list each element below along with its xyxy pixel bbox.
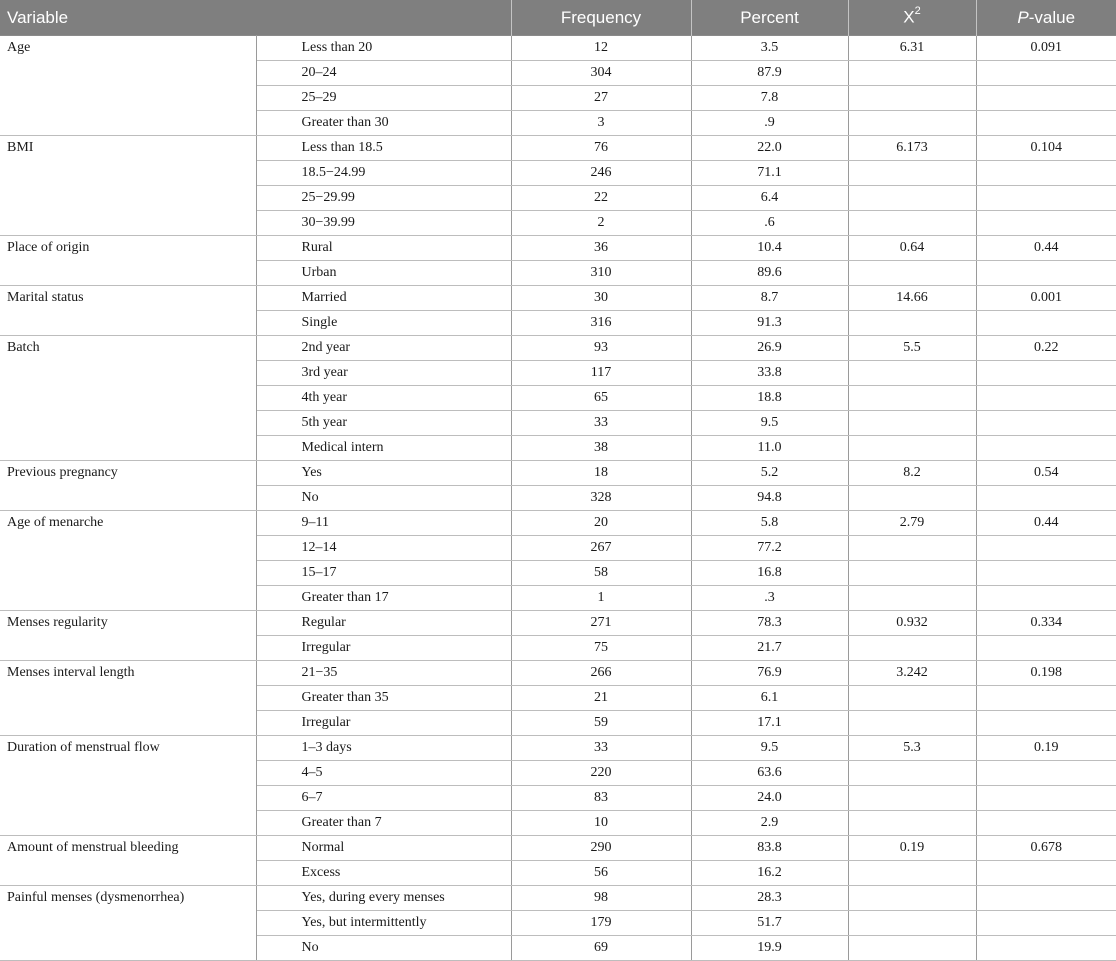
percent-cell: 9.5: [691, 411, 848, 436]
category-cell: 2nd year: [256, 336, 511, 361]
frequency-cell: 1: [511, 586, 691, 611]
chi-square-cell: 5.5: [848, 336, 976, 361]
p-value-cell: [976, 711, 1116, 736]
chi-square-cell: [848, 61, 976, 86]
category-cell: 5th year: [256, 411, 511, 436]
category-cell: 12–14: [256, 536, 511, 561]
percent-cell: 22.0: [691, 136, 848, 161]
p-value-cell: 0.22: [976, 336, 1116, 361]
frequency-cell: 38: [511, 436, 691, 461]
category-cell: 20–24: [256, 61, 511, 86]
percent-cell: 26.9: [691, 336, 848, 361]
percent-cell: 94.8: [691, 486, 848, 511]
variable-cell: Menses interval length: [0, 661, 256, 736]
percent-cell: 28.3: [691, 886, 848, 911]
p-value-cell: [976, 861, 1116, 886]
frequency-cell: 12: [511, 36, 691, 61]
category-cell: Less than 18.5: [256, 136, 511, 161]
percent-cell: 5.8: [691, 511, 848, 536]
percent-cell: 5.2: [691, 461, 848, 486]
chi-square-cell: [848, 311, 976, 336]
frequency-cell: 33: [511, 736, 691, 761]
p-value-cell: [976, 386, 1116, 411]
percent-cell: 89.6: [691, 261, 848, 286]
frequency-cell: 316: [511, 311, 691, 336]
p-value-cell: [976, 536, 1116, 561]
percent-cell: 16.8: [691, 561, 848, 586]
frequency-cell: 20: [511, 511, 691, 536]
table-row: [0, 36, 1116, 61]
percent-cell: 71.1: [691, 161, 848, 186]
frequency-cell: 30: [511, 286, 691, 311]
p-letter: P: [1017, 7, 1029, 27]
chi-square-cell: [848, 861, 976, 886]
percent-cell: 7.8: [691, 86, 848, 111]
chi-square-cell: [848, 536, 976, 561]
percent-cell: 76.9: [691, 661, 848, 686]
p-value-cell: [976, 586, 1116, 611]
p-value-cell: [976, 761, 1116, 786]
table-row: [0, 336, 1116, 361]
p-value-suffix: -value: [1028, 7, 1076, 27]
chi-square-cell: [848, 936, 976, 961]
percent-cell: 83.8: [691, 836, 848, 861]
category-cell: Greater than 30: [256, 111, 511, 136]
table-row: [0, 286, 1116, 311]
percent-cell: .9: [691, 111, 848, 136]
frequency-cell: 75: [511, 636, 691, 661]
chi-square-cell: [848, 911, 976, 936]
table-row: [0, 661, 1116, 686]
chi-square-cell: [848, 561, 976, 586]
p-value-cell: 0.001: [976, 286, 1116, 311]
chi-square-cell: 0.932: [848, 611, 976, 636]
table-header: [0, 0, 1116, 36]
percent-cell: 3.5: [691, 36, 848, 61]
chi-square-cell: [848, 486, 976, 511]
category-cell: 9–11: [256, 511, 511, 536]
chi-square-cell: [848, 361, 976, 386]
percent-cell: 17.1: [691, 711, 848, 736]
p-value-cell: 0.19: [976, 736, 1116, 761]
variable-cell: Previous pregnancy: [0, 461, 256, 511]
percent-cell: 8.7: [691, 286, 848, 311]
percent-cell: 10.4: [691, 236, 848, 261]
category-cell: 1–3 days: [256, 736, 511, 761]
percent-cell: 21.7: [691, 636, 848, 661]
category-cell: Regular: [256, 611, 511, 636]
frequency-cell: 22: [511, 186, 691, 211]
category-cell: 21−35: [256, 661, 511, 686]
p-value-cell: [976, 186, 1116, 211]
chi-square-cell: 0.64: [848, 236, 976, 261]
chi-square-cell: 14.66: [848, 286, 976, 311]
category-cell: 6–7: [256, 786, 511, 811]
variable-cell: Marital status: [0, 286, 256, 336]
frequency-cell: 83: [511, 786, 691, 811]
percent-cell: .6: [691, 211, 848, 236]
frequency-cell: 36: [511, 236, 691, 261]
p-value-cell: 0.54: [976, 461, 1116, 486]
frequency-cell: 3: [511, 111, 691, 136]
frequency-cell: 2: [511, 211, 691, 236]
p-value-cell: [976, 911, 1116, 936]
table-row: [0, 236, 1116, 261]
percent-cell: 63.6: [691, 761, 848, 786]
header-chi-square: [848, 0, 976, 36]
category-cell: 3rd year: [256, 361, 511, 386]
category-cell: Urban: [256, 261, 511, 286]
frequency-cell: 93: [511, 336, 691, 361]
percent-cell: 9.5: [691, 736, 848, 761]
p-value-cell: [976, 686, 1116, 711]
chi-square-cell: [848, 811, 976, 836]
chi-square-cell: [848, 411, 976, 436]
p-value-cell: [976, 561, 1116, 586]
p-value-cell: [976, 261, 1116, 286]
p-value-cell: [976, 636, 1116, 661]
percent-cell: 91.3: [691, 311, 848, 336]
frequency-cell: 59: [511, 711, 691, 736]
header-percent: Percent: [691, 0, 848, 36]
category-cell: 25−29.99: [256, 186, 511, 211]
variable-cell: Menses regularity: [0, 611, 256, 661]
percent-cell: 6.1: [691, 686, 848, 711]
chi-square-cell: 6.31: [848, 36, 976, 61]
p-value-cell: 0.198: [976, 661, 1116, 686]
percent-cell: .3: [691, 586, 848, 611]
table-row: [0, 736, 1116, 761]
p-value-cell: [976, 936, 1116, 961]
header-variable: Variable: [0, 0, 511, 36]
percent-cell: 24.0: [691, 786, 848, 811]
chi-square-cell: [848, 786, 976, 811]
p-value-cell: 0.334: [976, 611, 1116, 636]
variable-cell: Age: [0, 36, 256, 136]
frequency-cell: 246: [511, 161, 691, 186]
percent-cell: 51.7: [691, 911, 848, 936]
category-cell: Greater than 17: [256, 586, 511, 611]
p-value-cell: [976, 86, 1116, 111]
frequency-cell: 310: [511, 261, 691, 286]
chi-square-cell: 2.79: [848, 511, 976, 536]
category-cell: Married: [256, 286, 511, 311]
table-row: [0, 611, 1116, 636]
percent-cell: 18.8: [691, 386, 848, 411]
category-cell: 25–29: [256, 86, 511, 111]
chi-square-cell: [848, 186, 976, 211]
p-value-cell: [976, 211, 1116, 236]
category-cell: Single: [256, 311, 511, 336]
category-cell: Less than 20: [256, 36, 511, 61]
frequency-cell: 179: [511, 911, 691, 936]
variable-cell: Batch: [0, 336, 256, 461]
p-value-cell: 0.44: [976, 236, 1116, 261]
category-cell: 18.5−24.99: [256, 161, 511, 186]
category-cell: Irregular: [256, 636, 511, 661]
frequency-cell: 21: [511, 686, 691, 711]
chi-square-cell: [848, 586, 976, 611]
chi-square-cell: [848, 261, 976, 286]
header-frequency: Frequency: [511, 0, 691, 36]
table-row: [0, 511, 1116, 536]
p-value-cell: [976, 61, 1116, 86]
frequency-cell: 76: [511, 136, 691, 161]
frequency-cell: 58: [511, 561, 691, 586]
chi-square-cell: [848, 636, 976, 661]
frequency-cell: 18: [511, 461, 691, 486]
frequency-cell: 328: [511, 486, 691, 511]
chi-square-cell: [848, 211, 976, 236]
percent-cell: 78.3: [691, 611, 848, 636]
percent-cell: 2.9: [691, 811, 848, 836]
category-cell: Yes, during every menses: [256, 886, 511, 911]
category-cell: Yes, but intermittently: [256, 911, 511, 936]
chi-square-cell: 0.19: [848, 836, 976, 861]
chi-square-cell: [848, 761, 976, 786]
variable-cell: Place of origin: [0, 236, 256, 286]
p-value-cell: 0.104: [976, 136, 1116, 161]
category-cell: 15–17: [256, 561, 511, 586]
category-cell: Medical intern: [256, 436, 511, 461]
table-row: [0, 836, 1116, 861]
chi-square-cell: 6.173: [848, 136, 976, 161]
p-value-cell: [976, 786, 1116, 811]
frequency-cell: 69: [511, 936, 691, 961]
frequency-cell: 267: [511, 536, 691, 561]
category-cell: 30−39.99: [256, 211, 511, 236]
chi-square-cell: [848, 386, 976, 411]
table-row: [0, 886, 1116, 911]
table-row: [0, 136, 1116, 161]
frequency-cell: 33: [511, 411, 691, 436]
header-p-value: [976, 0, 1116, 36]
header-row: [0, 0, 1116, 36]
frequency-cell: 220: [511, 761, 691, 786]
p-value-cell: [976, 886, 1116, 911]
chi-square-cell: 5.3: [848, 736, 976, 761]
chi-superscript: 2: [914, 5, 921, 18]
chi-square-cell: [848, 111, 976, 136]
chi-square-cell: [848, 436, 976, 461]
chi-square-cell: 3.242: [848, 661, 976, 686]
p-value-cell: 0.44: [976, 511, 1116, 536]
category-cell: Greater than 7: [256, 811, 511, 836]
p-value-cell: [976, 811, 1116, 836]
frequency-cell: 266: [511, 661, 691, 686]
percent-cell: 11.0: [691, 436, 848, 461]
p-value-cell: [976, 311, 1116, 336]
frequency-cell: 271: [511, 611, 691, 636]
p-value-cell: [976, 411, 1116, 436]
chi-square-cell: [848, 886, 976, 911]
chi-square-cell: [848, 686, 976, 711]
percent-cell: 33.8: [691, 361, 848, 386]
chi-base: X: [903, 7, 915, 27]
chi-square-cell: 8.2: [848, 461, 976, 486]
category-cell: No: [256, 486, 511, 511]
category-cell: Rural: [256, 236, 511, 261]
category-cell: 4th year: [256, 386, 511, 411]
p-value-cell: [976, 361, 1116, 386]
frequency-cell: 98: [511, 886, 691, 911]
percent-cell: 19.9: [691, 936, 848, 961]
p-value-cell: [976, 436, 1116, 461]
p-value-cell: 0.091: [976, 36, 1116, 61]
chi-square-cell: [848, 161, 976, 186]
frequency-cell: 10: [511, 811, 691, 836]
table-body: [0, 36, 1116, 961]
frequency-cell: 117: [511, 361, 691, 386]
variable-cell: Amount of menstrual bleeding: [0, 836, 256, 886]
chi-square-cell: [848, 711, 976, 736]
category-cell: No: [256, 936, 511, 961]
category-cell: Greater than 35: [256, 686, 511, 711]
variable-cell: BMI: [0, 136, 256, 236]
category-cell: 4–5: [256, 761, 511, 786]
percent-cell: 16.2: [691, 861, 848, 886]
frequency-cell: 27: [511, 86, 691, 111]
chi-square-cell: [848, 86, 976, 111]
category-cell: Excess: [256, 861, 511, 886]
frequency-cell: 65: [511, 386, 691, 411]
percent-cell: 87.9: [691, 61, 848, 86]
p-value-cell: [976, 486, 1116, 511]
category-cell: Irregular: [256, 711, 511, 736]
variable-cell: Age of menarche: [0, 511, 256, 611]
p-value-cell: [976, 111, 1116, 136]
frequency-cell: 56: [511, 861, 691, 886]
category-cell: Yes: [256, 461, 511, 486]
percent-cell: 77.2: [691, 536, 848, 561]
frequency-cell: 304: [511, 61, 691, 86]
p-value-cell: [976, 161, 1116, 186]
category-cell: Normal: [256, 836, 511, 861]
variable-cell: Painful menses (dysmenorrhea): [0, 886, 256, 961]
percent-cell: 6.4: [691, 186, 848, 211]
table-row: [0, 461, 1116, 486]
variable-cell: Duration of menstrual flow: [0, 736, 256, 836]
p-value-cell: 0.678: [976, 836, 1116, 861]
frequency-cell: 290: [511, 836, 691, 861]
